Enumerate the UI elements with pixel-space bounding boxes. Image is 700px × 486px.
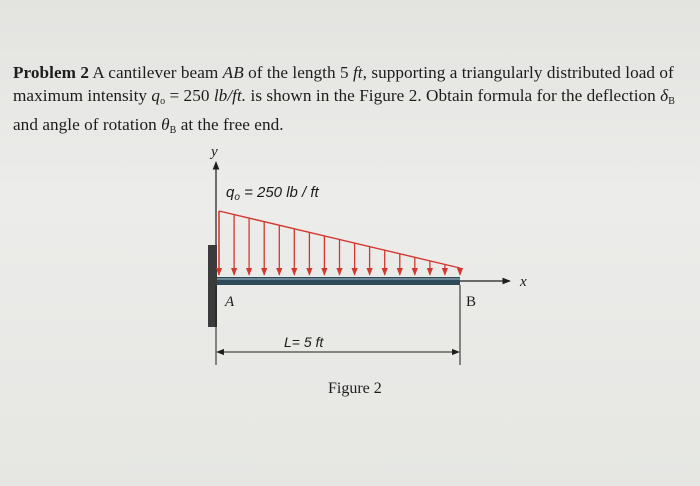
load-value: = 250 lb / ft — [239, 184, 319, 201]
problem-text-segment: is shown in the Figure 2. Obtain formula for the deflection — [246, 86, 661, 105]
problem-text-segment: and angle of rotation — [13, 115, 162, 134]
load-intensity-label — [226, 184, 320, 203]
load-symbol: q — [226, 184, 235, 201]
intensity-unit: lb/ft. — [213, 86, 247, 105]
theta-subscript: B — [169, 125, 177, 136]
q-subscript: o — [160, 96, 166, 107]
point-a-label: A — [225, 294, 235, 310]
problem-text-segment: at the free end. — [176, 115, 284, 134]
length-label: L= 5 ft — [284, 334, 324, 350]
load-arrows — [219, 211, 460, 275]
problem-heading: Problem 2 — [13, 63, 90, 82]
x-axis-label: x — [520, 274, 527, 290]
load-subscript: o — [234, 192, 240, 203]
q-symbol: q — [151, 86, 161, 105]
point-b-label: B — [466, 294, 477, 310]
delta-subscript: B — [668, 96, 675, 107]
beam — [217, 277, 460, 285]
delta-symbol: δ — [660, 86, 669, 105]
figure-caption: Figure 2 — [328, 380, 382, 397]
problem-text-segment: = 250 — [165, 86, 214, 105]
problem-text-segment: of the length 5 — [243, 63, 353, 82]
y-axis-label: y — [211, 144, 218, 160]
theta-symbol: θ — [161, 115, 170, 134]
problem-text-segment: A cantilever beam — [89, 63, 223, 82]
beam-name: AB — [222, 63, 244, 82]
length-unit: ft — [352, 63, 363, 82]
problem-text-segment: , supporting a triangularly distributed load of maximum intensity — [13, 63, 674, 105]
